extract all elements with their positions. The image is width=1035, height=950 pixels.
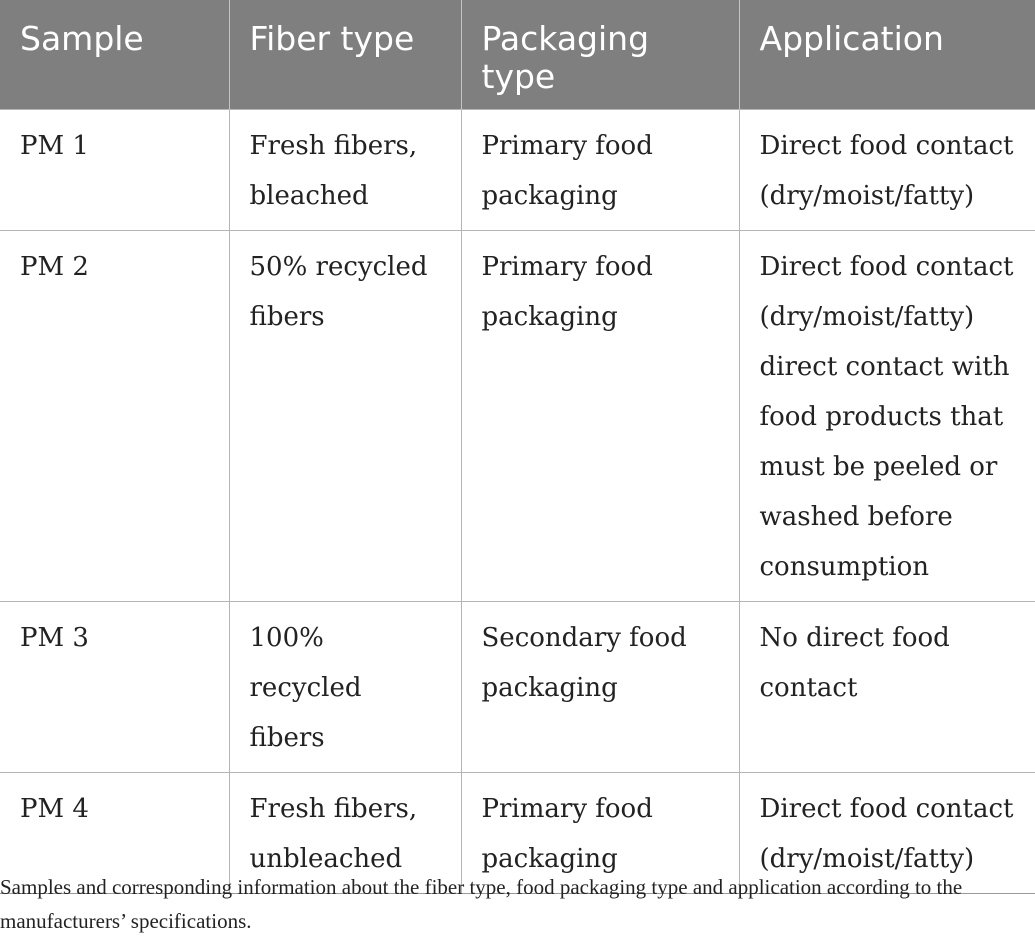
cell-packaging-type: Primary food packaging bbox=[461, 231, 739, 602]
header-row bbox=[0, 0, 1035, 110]
table-header bbox=[0, 0, 1035, 110]
table-row bbox=[0, 231, 1035, 602]
cell-fiber-type: 50% recycled fibers bbox=[229, 231, 461, 602]
cell-packaging-type: Secondary food packaging bbox=[461, 602, 739, 773]
header-packaging-type: Packaging type bbox=[461, 0, 739, 110]
cell-sample: PM 1 bbox=[0, 110, 229, 231]
cell-fiber-type: Fresh fibers, bleached bbox=[229, 110, 461, 231]
table-caption: Samples and corresponding information about the fiber type, food packaging type and application according to the manufacturers’ specifications. bbox=[0, 875, 963, 933]
table-row bbox=[0, 110, 1035, 231]
cell-sample: PM 2 bbox=[0, 231, 229, 602]
cell-application: Direct food contact (dry/moist/fatty) bbox=[739, 773, 1035, 894]
cell-application: No direct food contact bbox=[739, 602, 1035, 773]
cell-fiber-type: Fresh fibers, unbleached bbox=[229, 773, 461, 894]
cell-fiber-type: 100% recycled fibers bbox=[229, 602, 461, 773]
header-sample: Sample bbox=[0, 0, 229, 110]
cell-sample: PM 3 bbox=[0, 602, 229, 773]
cell-packaging-type: Primary food packaging bbox=[461, 773, 739, 894]
table-row bbox=[0, 602, 1035, 773]
table-body bbox=[0, 110, 1035, 894]
cell-sample: PM 4 bbox=[0, 773, 229, 894]
cell-packaging-type: Primary food packaging bbox=[461, 110, 739, 231]
header-fiber-type: Fiber type bbox=[229, 0, 461, 110]
cell-application: Direct food contact (dry/moist/fatty) bbox=[739, 110, 1035, 231]
header-application: Application bbox=[739, 0, 1035, 110]
cell-application: Direct food contact (dry/moist/fatty) direct contact with food products that must be peeled or washed before consumption bbox=[739, 231, 1035, 602]
